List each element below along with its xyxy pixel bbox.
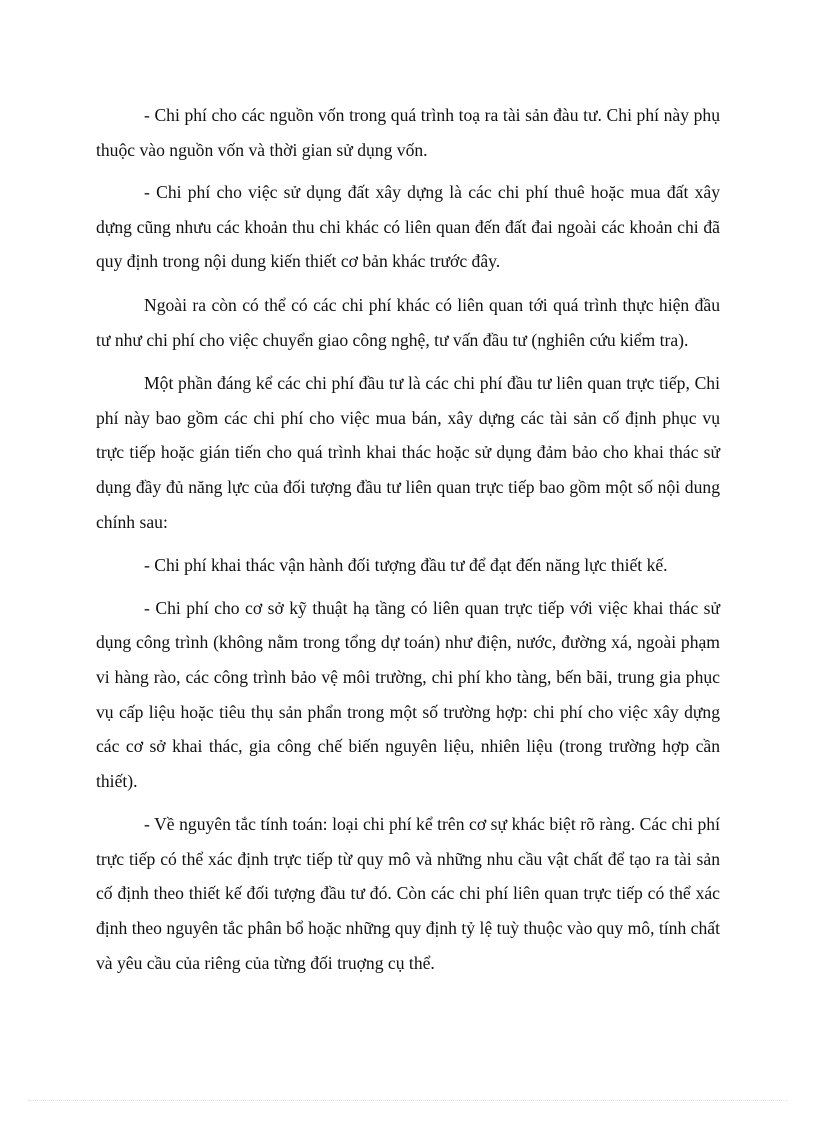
paragraph-other-costs: Ngoài ra còn có thể có các chi phí khác có liên quan tới quá trình thực hiện đầu tư như chi phí cho việc chuyển giao công nghệ, tư vấn đầu tư (nghiên cứu kiểm tra).: [96, 294, 720, 350]
paragraph-calculation-principle: - Về nguyên tắc tính toán: loại chi phí kể trên cơ sự khác biệt rõ ràng. Các chi phí trực tiếp có thể xác định trực tiếp từ quy mô và những nhu cầu vật chất để tạo ra tài sản cố định theo thiết kế đối tượng đầu tư đó. Còn các chi phí liên quan trực tiếp có thể xác định theo nguyên tắc phân bổ hoặc những quy định tỷ lệ tuỳ thuộc vào quy mô, tính chất và yêu cầu của riêng của từng đối truợng cụ thể.: [96, 814, 720, 973]
paragraph-capital-cost: - Chi phí cho các nguồn vốn trong quá trình toạ ra tài sản đàu tư. Chi phí này phụ thuộc vào nguồn vốn và thời gian sử dụng vốn.: [96, 105, 720, 160]
paragraph-land-use-cost: - Chi phí cho việc sử dụng đất xây dựng là các chi phí thuê hoặc mua đất xây dựng cũng nhưu các khoản thu chi khác có liên quan đến đất đai ngoài các khoản chi đã quy định trong nội dung kiến thiết cơ bản khác trước đây.: [96, 182, 720, 272]
page-bottom-divider: [28, 1100, 788, 1101]
paragraph-operation-cost: - Chi phí khai thác vận hành đối tượng đầu tư để đạt đến năng lực thiết kế.: [144, 555, 668, 576]
paragraph-direct-investment-costs: Một phần đáng kể các chi phí đầu tư là các chi phí đầu tư liên quan trực tiếp, Chi phí này bao gồm các chi phí cho việc mua bán, xây dựng các tài sản cố định phục vụ trực tiếp hoặc gián tiến cho quá trình khai thác hoặc sử dụng đảm bảo cho khai thác sử dụng đầy đủ năng lực của đối tượng đầu tư liên quan trực tiếp bao gồm một số nội dung chính sau:: [96, 373, 720, 532]
document-body: [96, 98, 720, 989]
paragraph-infrastructure-cost: - Chi phí cho cơ sở kỹ thuật hạ tầng có liên quan trực tiếp với việc khai thác sử dụng công trình (không nằm trong tổng dự toán) như điện, nước, đường xá, ngoài phạm vi hàng rào, các công trình bảo vệ môi trường, chi phí kho tàng, bến bãi, trung gia phục vụ cấp liệu hoặc tiêu thụ sản phẩn trong một số trường hợp: chi phí cho việc xây dựng các cơ sở khai thác, gia công chế biến nguyên liệu, nhiên liệu (trong trường hợp cần thiết).: [96, 597, 720, 791]
